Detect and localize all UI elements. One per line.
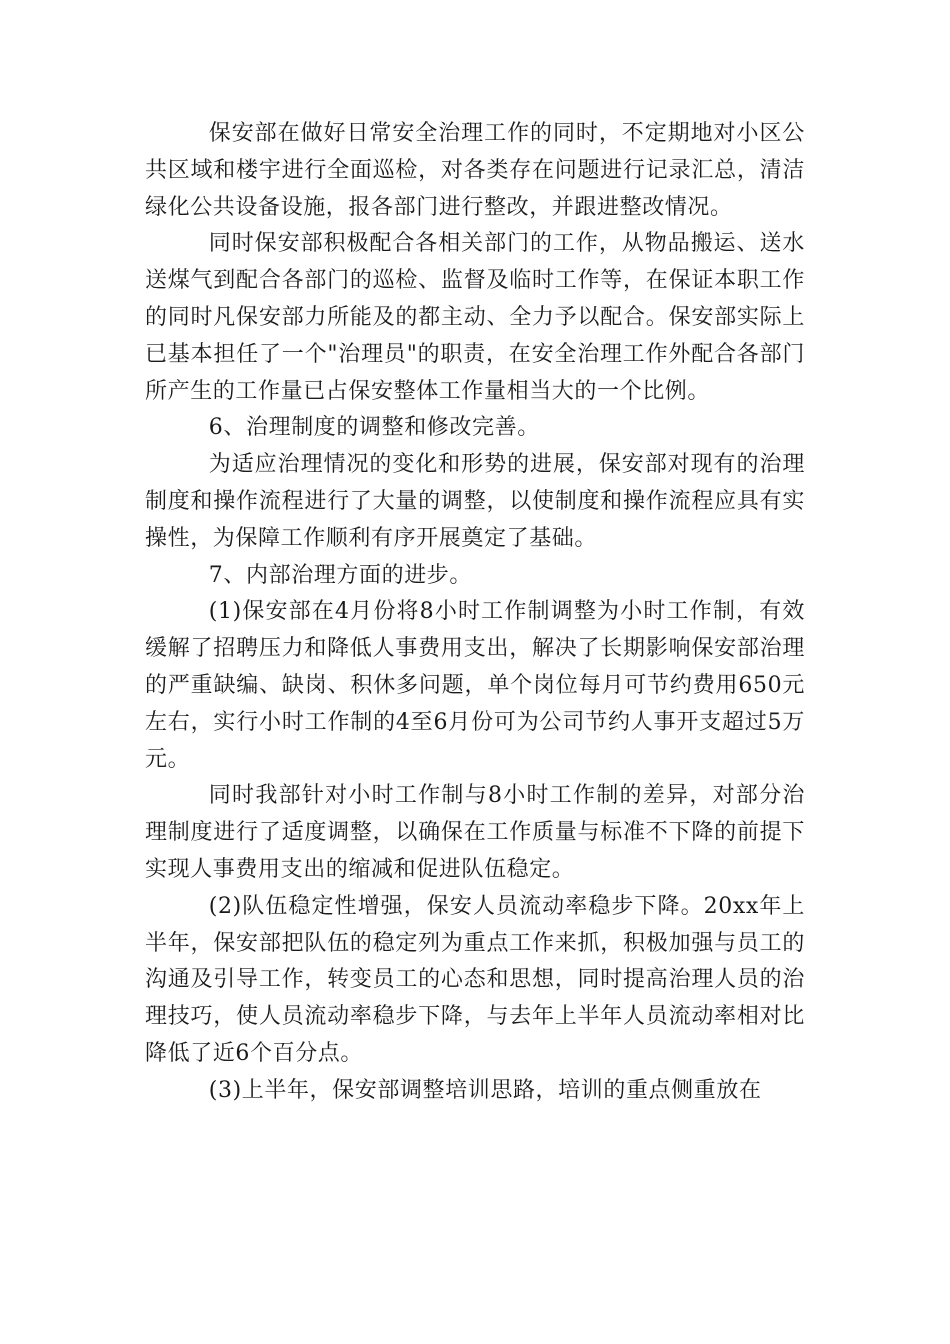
section-heading-7: 7、内部治理方面的进步。 — [208, 562, 472, 588]
paragraph-5: 同时我部针对小时工作制与8小时工作制的差异，对部分治理制度进行了适度调整，以确保在工作质量与标准不下降的前提下实现人事费用支出的缩减和促进队伍稳定。 — [145, 783, 805, 882]
document-body — [145, 116, 805, 1110]
paragraph-7: (3)上半年，保安部调整培训思路，培训的重点侧重放在 — [208, 1077, 762, 1103]
paragraph-1: 保安部在做好日常安全治理工作的同时，不定期地对小区公共区域和楼宇进行全面巡检，对各类存在问题进行记录汇总，清洁绿化公共设备设施，报各部门进行整改，并跟进整改情况。 — [145, 121, 805, 220]
paragraph-2: 同时保安部积极配合各相关部门的工作，从物品搬运、送水送煤气到配合各部门的巡检、监督及临时工作等，在保证本职工作的同时凡保安部力所能及的都主动、全力予以配合。保安部实际上已基本担任了一个"治理员"的职责，在安全治理工作外配合各部门所产生的工作量已占保安整体工作量相当大的一个比例。 — [145, 231, 805, 404]
section-heading-6: 6、治理制度的调整和修改完善。 — [208, 415, 540, 441]
paragraph-6: (2)队伍稳定性增强，保安人员流动率稳步下降。20xx年上半年，保安部把队伍的稳定列为重点工作来抓，积极加强与员工的沟通及引导工作，转变员工的心态和思想，同时提高治理人员的治理技巧，使人员流动率稳步下降，与去年上半年人员流动率相对比降低了近6个百分点。 — [145, 893, 805, 1066]
paragraph-4: (1)保安部在4月份将8小时工作制调整为小时工作制，有效缓解了招聘压力和降低人事费用支出，解决了长期影响保安部治理的严重缺编、缺岗、积休多问题，单个岗位每月可节约费用650元左右，实行小时工作制的4至6月份可为公司节约人事开支超过5万元。 — [145, 599, 805, 772]
paragraph-3: 为适应治理情况的变化和形势的进展，保安部对现有的治理制度和操作流程进行了大量的调整，以使制度和操作流程应具有实操性，为保障工作顺利有序开展奠定了基础。 — [145, 452, 805, 551]
